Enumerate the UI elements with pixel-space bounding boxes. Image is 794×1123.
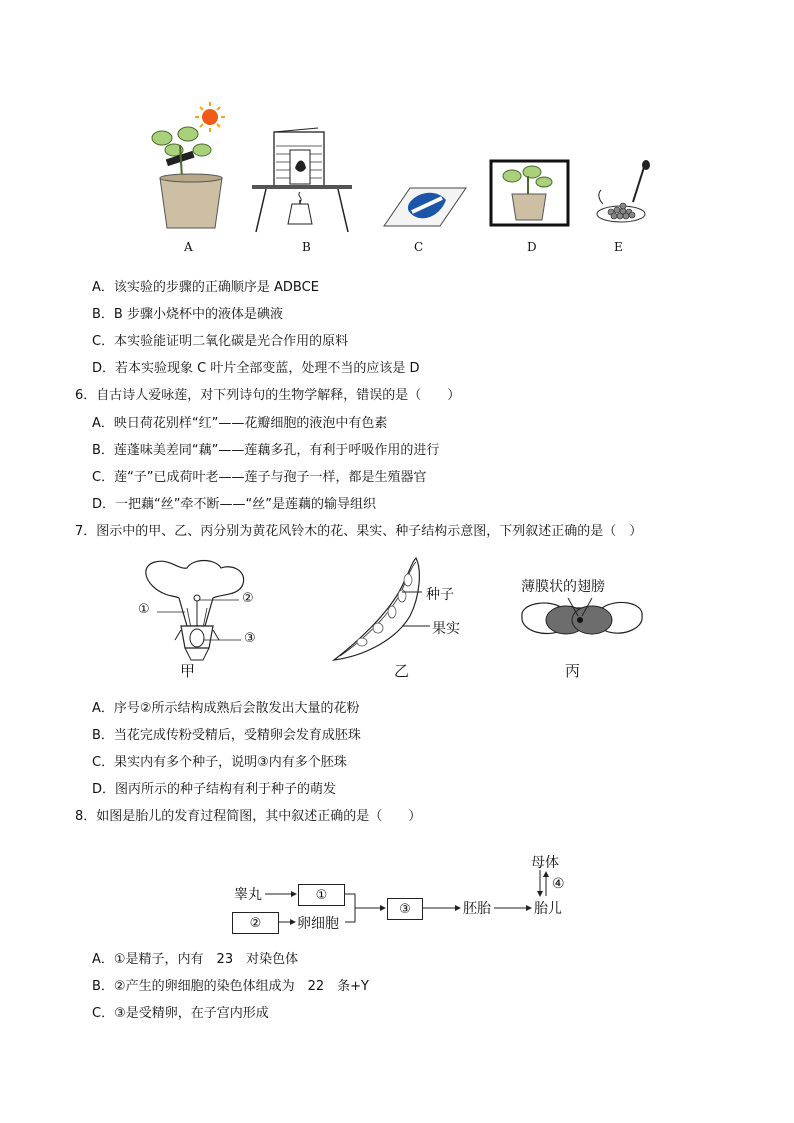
fruit-label-seed: 种子 bbox=[426, 587, 454, 603]
flow-fetus: 胎儿 bbox=[534, 901, 562, 917]
flower-caption-jia: 甲 bbox=[180, 662, 196, 680]
sun-icon bbox=[195, 102, 225, 132]
flow-box-1: ① bbox=[298, 884, 345, 906]
q8-option-a: A．①是精子，内有 23 对染色体 bbox=[92, 952, 299, 967]
q5-option-b: B．B 步骤小烧杯中的液体是碘液 bbox=[92, 307, 283, 322]
figure-label-c: C bbox=[414, 240, 424, 254]
q5-option-d: D．若本实验现象 C 叶片全部变蓝，处理不当的应该是 D bbox=[92, 361, 420, 376]
flow-box-3: ③ bbox=[387, 898, 423, 920]
q6-option-b: B．莲蓬味美差同“藕”——莲藕多孔，有利于呼吸作用的进行 bbox=[92, 443, 440, 458]
flow-embryo: 胚胎 bbox=[463, 901, 491, 917]
q7-option-c: C．果实内有多个种子，说明③内有多个胚珠 bbox=[92, 755, 347, 770]
figure-a-plant-under-sun bbox=[140, 100, 250, 230]
flower-mark-1: ① bbox=[138, 602, 150, 617]
figure-label-b: B bbox=[302, 240, 311, 254]
q8-option-b: B．②产生的卵细胞的染色体组成为 22 条+Y bbox=[92, 979, 369, 994]
fruit-caption-yi: 乙 bbox=[394, 662, 410, 680]
flower-mark-3: ③ bbox=[244, 631, 256, 646]
seed-diagram-bing bbox=[518, 594, 648, 654]
q7-option-d: D．图丙所示的种子结构有利于种子的萌发 bbox=[92, 782, 337, 797]
q7-stem: 7．图示中的甲、乙、丙分别为黄花风铃木的花、果实、种子结构示意图，下列叙述正确的是（ ） bbox=[75, 524, 643, 539]
q8-option-c: C．③是受精卵，在子宫内形成 bbox=[92, 1006, 269, 1021]
flower-mark-2: ② bbox=[242, 591, 254, 606]
figure-label-e: E bbox=[614, 240, 623, 254]
flow-egg-cell: 卵细胞 bbox=[297, 916, 339, 932]
q5-option-a: A．该实验的步骤的正确顺序是 ADBCE bbox=[92, 280, 319, 295]
seed-caption-bing: 丙 bbox=[565, 662, 581, 680]
q7-option-a: A．序号②所示结构成熟后会散发出大量的花粉 bbox=[92, 701, 360, 716]
flow-box-2: ② bbox=[232, 912, 279, 934]
figure-e-dropper-and-dish bbox=[593, 160, 663, 230]
flow-mother: 母体 bbox=[531, 855, 559, 871]
fruit-diagram-yi bbox=[330, 556, 440, 666]
q8-stem: 8．如图是胎儿的发育过程简图，其中叙述正确的是（ ） bbox=[75, 809, 422, 824]
q6-option-c: C．莲“子”已成荷叶老——莲子与孢子一样，都是生殖器官 bbox=[92, 470, 427, 485]
fruit-label-fruit: 果实 bbox=[432, 621, 460, 637]
flow-testis: 睾丸 bbox=[234, 887, 262, 903]
flow-mark-4: ④ bbox=[552, 876, 565, 892]
q6-option-a: A．映日荷花别样“红”——花瓣细胞的液泡中有色素 bbox=[92, 416, 388, 431]
seed-label-wing: 薄膜状的翅膀 bbox=[521, 579, 605, 595]
q7-option-b: B．当花完成传粉受精后，受精卵会发育成胚珠 bbox=[92, 728, 361, 743]
flower-diagram-jia bbox=[135, 556, 265, 666]
q5-option-c: C．本实验能证明二氧化碳是光合作用的原料 bbox=[92, 334, 349, 349]
figure-label-d: D bbox=[527, 240, 537, 254]
figure-c-stained-leaf bbox=[380, 182, 470, 232]
q6-stem: 6．自古诗人爱咏莲，对下列诗句的生物学解释，错误的是（ ） bbox=[75, 388, 461, 403]
figure-b-water-bath-apparatus bbox=[252, 124, 362, 234]
q6-option-d: D．一把藕“丝”牵不断——“丝”是莲藕的输导组织 bbox=[92, 497, 376, 512]
figure-label-a: A bbox=[184, 240, 193, 254]
figure-d-plant-in-dark bbox=[490, 160, 570, 228]
